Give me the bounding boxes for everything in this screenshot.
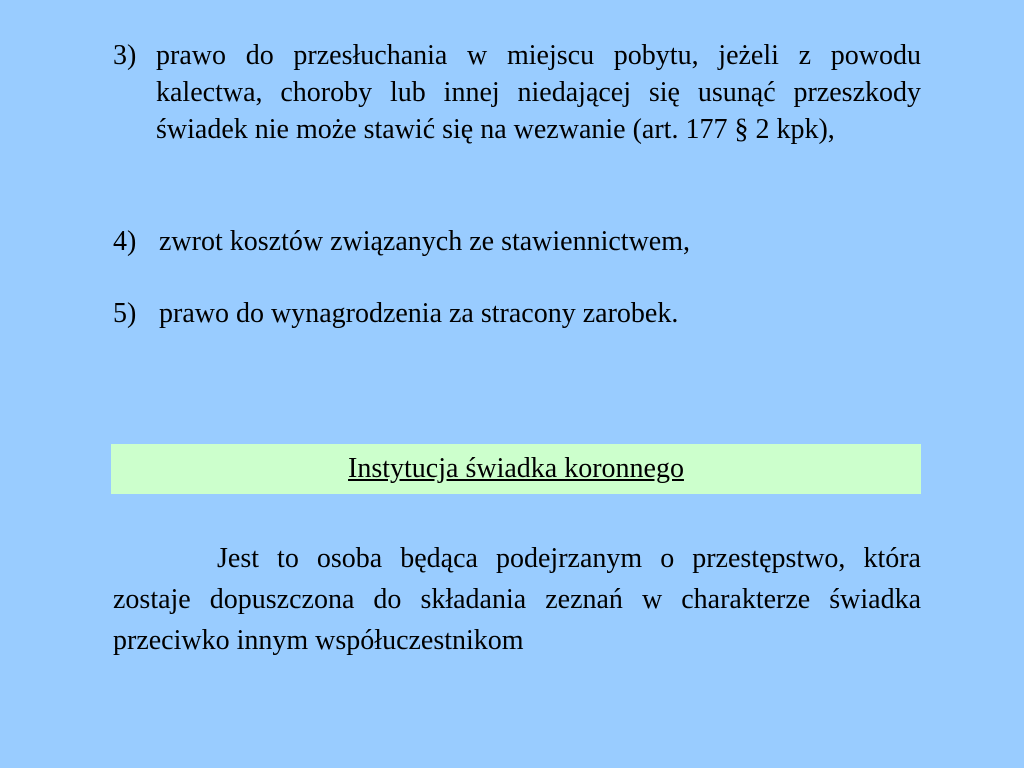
- list-item-3: [113, 37, 921, 148]
- list-item-text: prawo do przesłuchania w miejscu pobytu, jeżeli z powodu kalectwa, choroby lub innej niedającej się usunąć przeszkody świadek nie może stawić się na wezwanie (art. 177 § 2 kpk),: [156, 40, 921, 145]
- list-item-number: 3): [113, 40, 137, 71]
- list-item-number: 5): [113, 298, 137, 329]
- section-banner: [111, 444, 921, 494]
- list-item-4: [113, 223, 921, 260]
- list-item-number: 4): [113, 226, 137, 257]
- list-item-text: zwrot kosztów związanych ze stawiennictwem,: [159, 226, 691, 257]
- list-item-5: [113, 295, 921, 332]
- section-title: Instytucja świadka koronnego: [348, 453, 684, 484]
- definition-paragraph: Jest to osoba będąca podejrzanym o przestępstwo, która zostaje dopuszczona do składania zeznań w charakterze świadka przeciwko innym współuczestnikom: [113, 543, 921, 656]
- list-item-text: prawo do wynagrodzenia za stracony zarobek.: [159, 298, 679, 329]
